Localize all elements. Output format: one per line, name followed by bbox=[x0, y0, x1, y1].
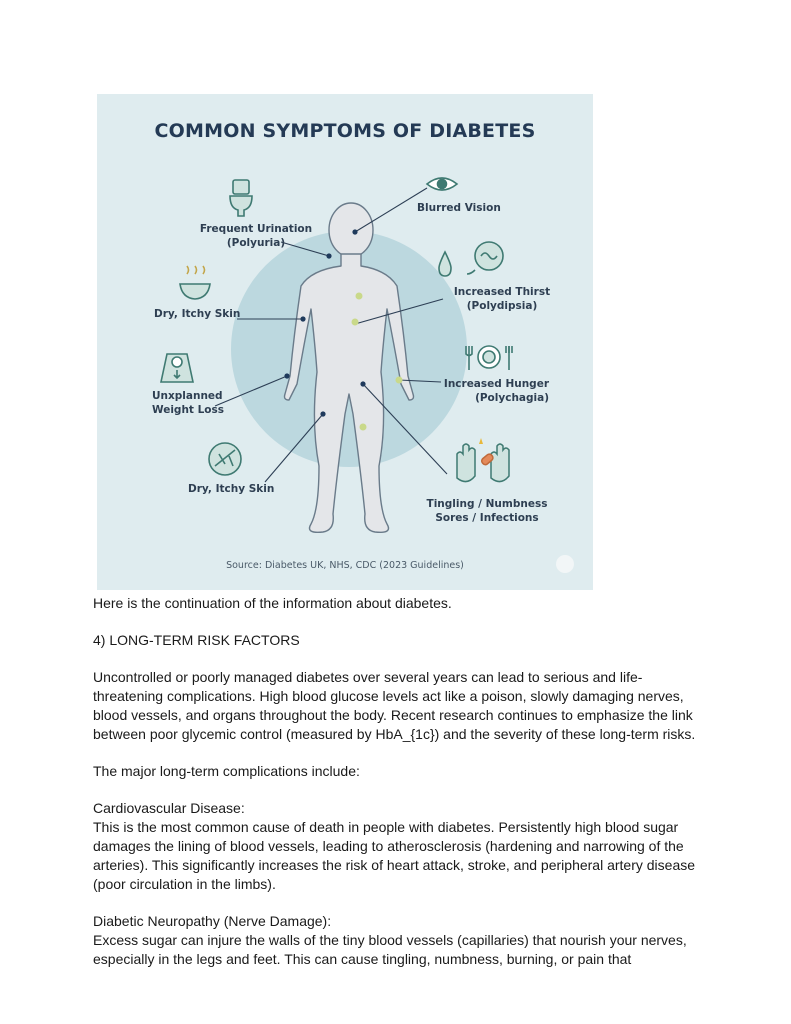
eye-icon bbox=[427, 178, 457, 190]
paragraph-overview: Uncontrolled or poorly managed diabetes over several years can lead to serious and life-threatening complications. High blood glucose levels act like a poison, slowly damaging nerves, blood vessels, and organs throughout the body. Recent research continues to emphasize the link between poor glycemic control (measured by HbA_{1c}) and the severity of these long-term risks. bbox=[93, 669, 696, 742]
bowl-icon bbox=[180, 266, 210, 299]
infographic-title: COMMON SYMPTOMS OF DIABETES bbox=[154, 120, 536, 142]
neuropathy-text: Excess sugar can injure the walls of the tiny blood vessels (capillaries) that nourish your nerves, especially in the legs and feet. This can cause tingling, numbness, burning, or pain that bbox=[93, 932, 687, 967]
cardiovascular-text-2: arteries). This significantly increases the risk of heart attack, stroke, and peripheral artery disease (poor circulation in the limbs). bbox=[93, 857, 696, 892]
label-dry-itchy-skin-bottom: Dry, Itchy Skin bbox=[188, 483, 275, 495]
intro-text: Here is the continuation of the information about diabetes. bbox=[93, 595, 452, 611]
toilet-icon bbox=[230, 180, 252, 216]
neuropathy-heading: Diabetic Neuropathy (Nerve Damage): bbox=[93, 913, 332, 929]
label-frequent-urination: Frequent Urination (Polyuria) bbox=[199, 223, 313, 249]
dry-skin-icon bbox=[209, 443, 241, 475]
label-increased-hunger: Increased Hunger (Polychagia) bbox=[443, 378, 549, 404]
paragraph-complications-intro: The major long-term complications include: bbox=[93, 763, 360, 779]
thirst-head-icon bbox=[467, 242, 503, 274]
label-weight-loss: Unxplanned Weight Loss bbox=[152, 390, 224, 416]
document-body bbox=[93, 594, 703, 969]
label-tingling-numbness: Tingling / Numbness Sores / Infections bbox=[426, 498, 548, 524]
label-blurred-vision: Blurred Vision bbox=[417, 202, 501, 214]
label-increased-thirst: Increased Thirst (Polydipsia) bbox=[453, 286, 551, 312]
infographic-source: Source: Diabetes UK, NHS, CDC (2023 Guidelines) bbox=[226, 560, 464, 571]
label-dry-itchy-skin-top: Dry, Itchy Skin bbox=[154, 308, 241, 320]
section-heading: 4) LONG-TERM RISK FACTORS bbox=[93, 632, 300, 648]
symptoms-infographic bbox=[97, 94, 593, 590]
hands-tingling-icon bbox=[457, 438, 509, 482]
cardiovascular-heading: Cardiovascular Disease: bbox=[93, 800, 245, 816]
scale-icon bbox=[161, 354, 193, 382]
cardiovascular-text-1: This is the most common cause of death in people with diabetes. Persistently high blood sugar damages the lining of blood vessels, leading to atherosclerosis (hardening and narrowing of the bbox=[93, 819, 684, 854]
water-drop-icon bbox=[439, 252, 451, 276]
plate-utensils-icon bbox=[466, 346, 512, 370]
